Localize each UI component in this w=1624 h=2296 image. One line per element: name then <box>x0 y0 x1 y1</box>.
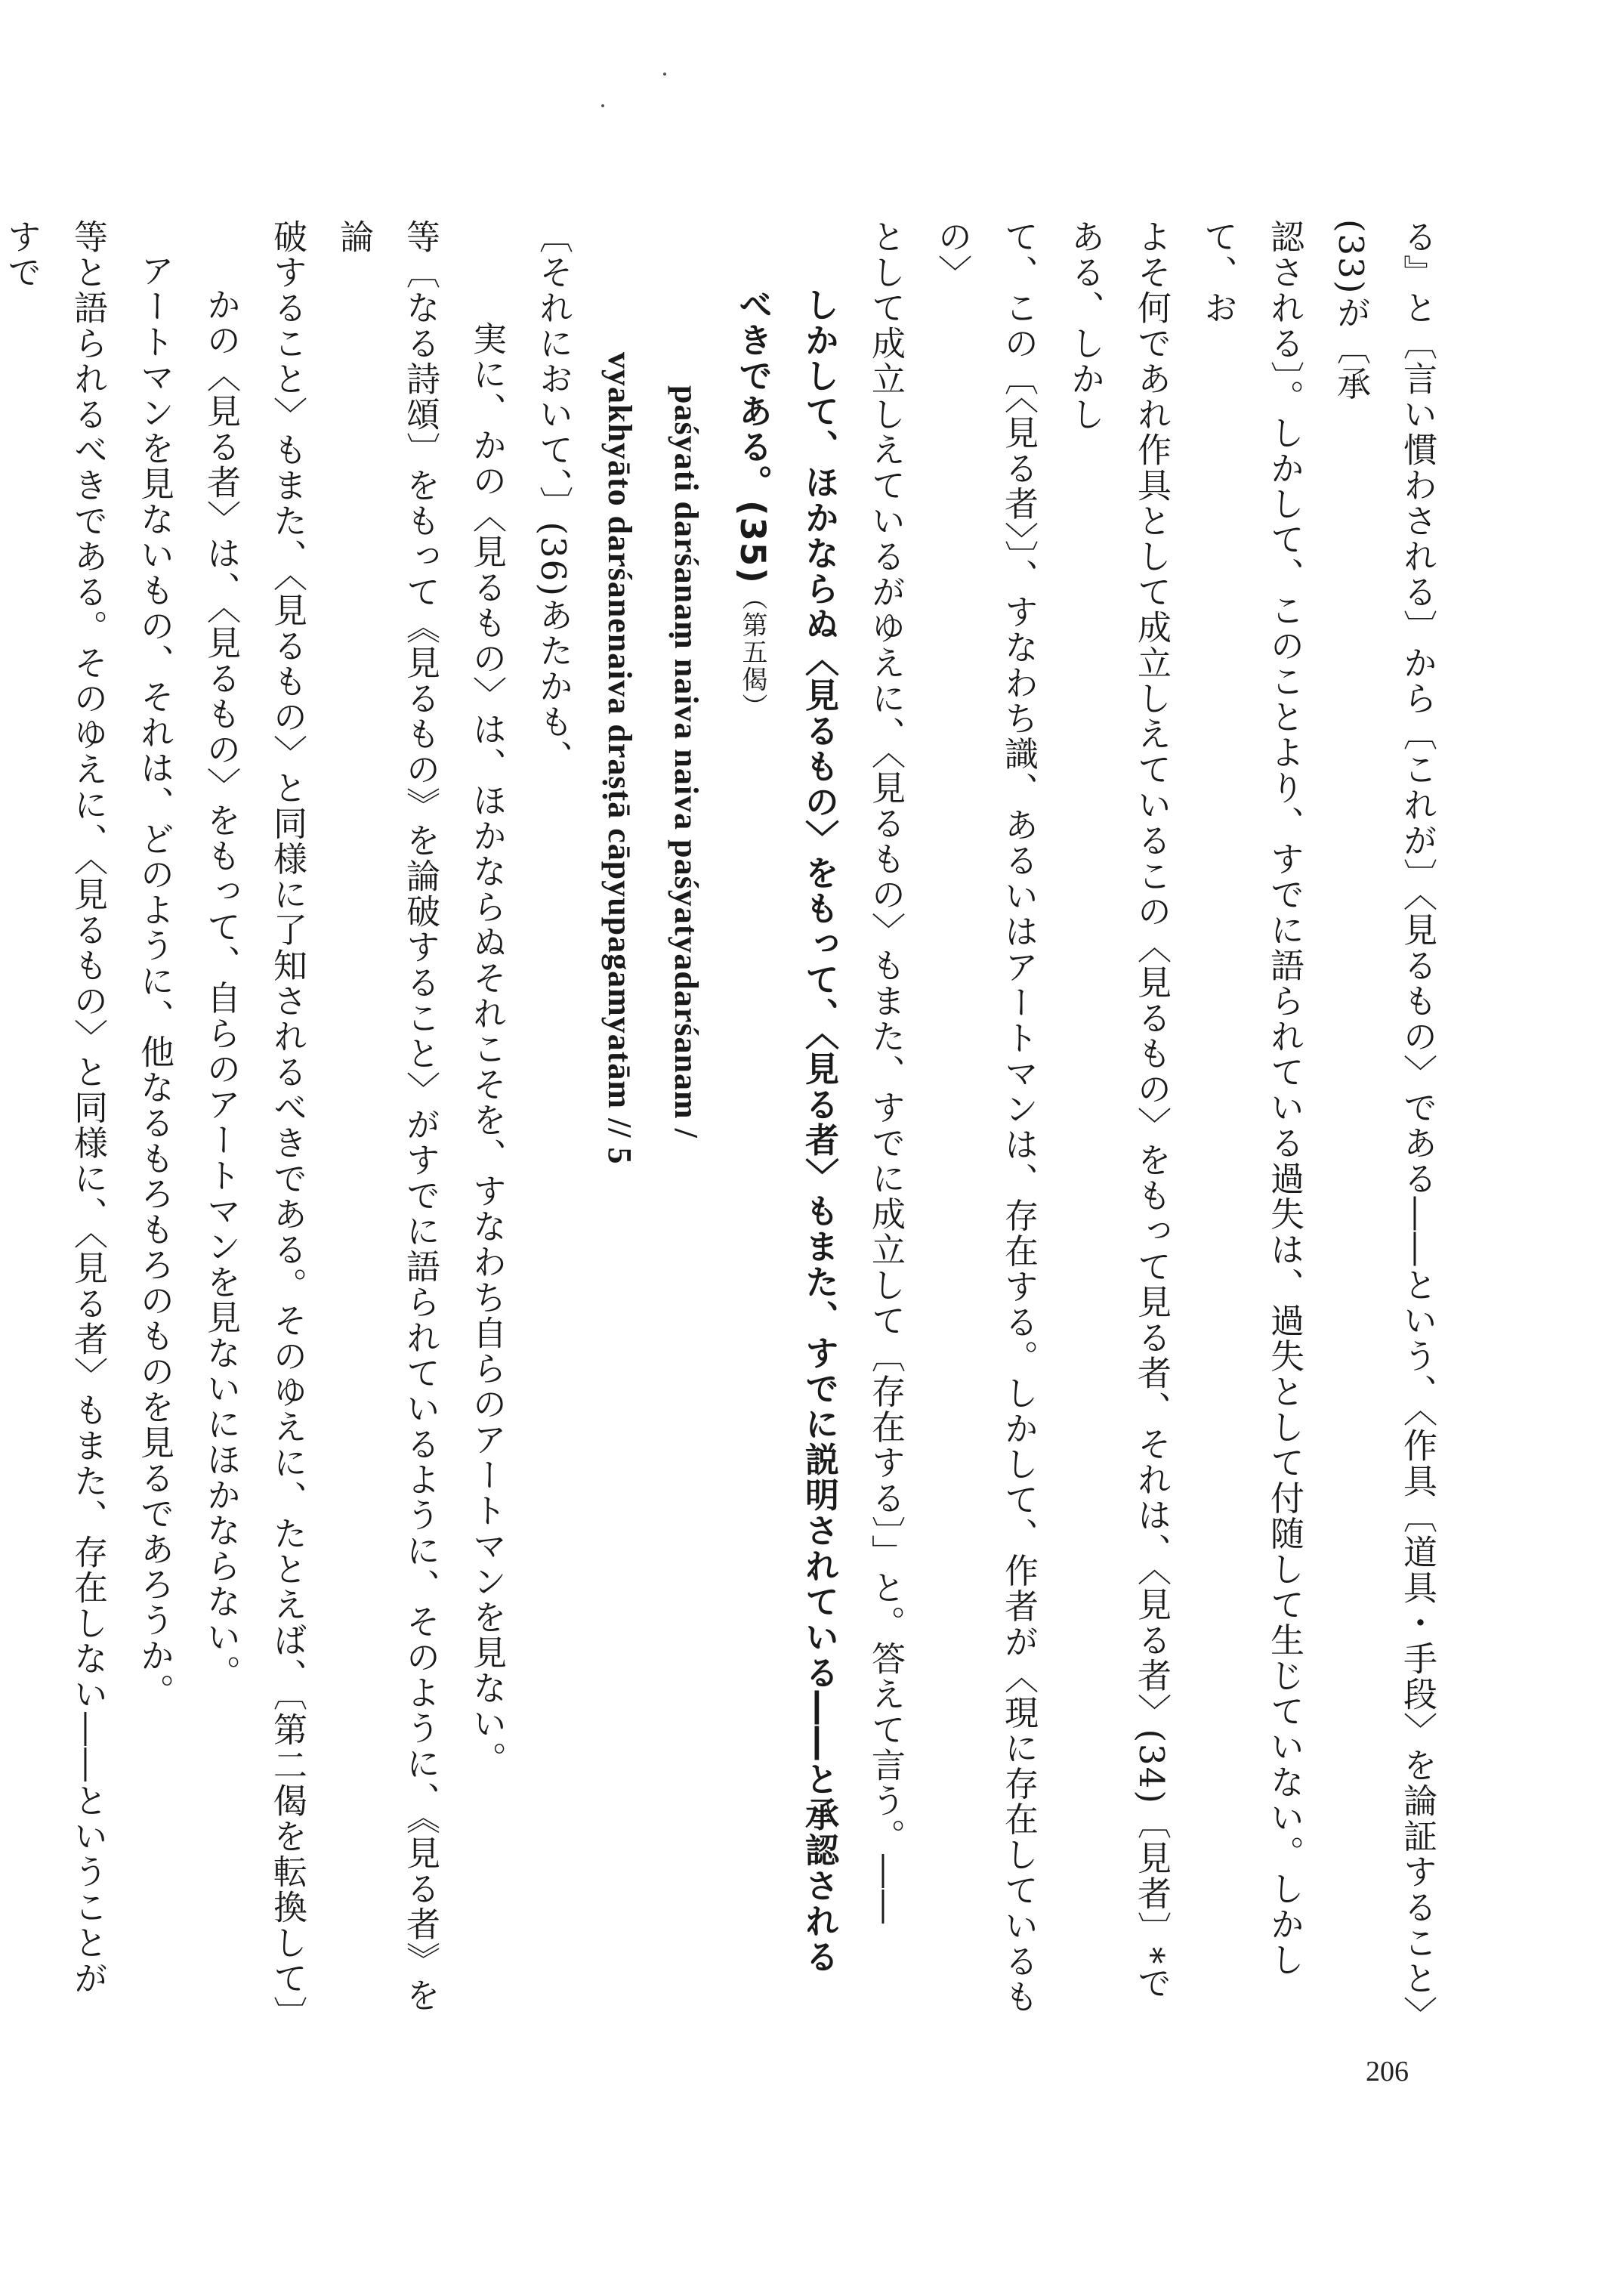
text-column: として成立しえているがゆえに、〈見るもの〉もまた、すでに成立して〔存在する〕」と。答えて言う。―― <box>866 219 906 1925</box>
quoted-verse-line: 実に、かの〈見るもの〉は、ほかならぬそれこそを、すなわち自らのアートマンを見ない。 <box>467 321 507 1777</box>
verse-translation-line: しかして、ほかならぬ〈見るもの〉をもって、〈見る者〉もまた、すでに説明されている――と承認される <box>799 287 839 1975</box>
text-column: 認される〕。しかして、このことより、すでに語られている過失は、過失として付随して生じていない。しかして、お <box>1198 219 1304 1978</box>
sanskrit-verse-line: vyakhyāto darśanenaiva draṣṭā cāpyupagamyatām // 5 <box>601 352 638 1165</box>
quoted-verse-line: アートマンを見ないもの、それは、どのように、他なるもろもろのものを見るであろうか。 <box>134 253 174 1709</box>
scan-speck <box>663 73 666 76</box>
text-column: 等〔なる詩頌〕をもって《見るもの》を論破すること〉がすでに語られているように、そのように、《見る者》を論 <box>334 219 440 2013</box>
scan-speck <box>601 104 604 107</box>
text-column: 等と語られるべきである。そのゆえに、〈見るもの〉と同様に、〈見る者〉もまた、存在しない――ということがすで <box>2 219 108 1996</box>
sanskrit-verse-line: paśyati darśanaṃ naiva naiva paśyatyadarśanam / <box>668 385 705 1139</box>
text-column: る』と〔言い慣わされる〕から〔これが〕〈見るもの〉である――という、〈作具〔道具・手段〉を論証すること〉(33)が〔承 <box>1331 219 1437 2015</box>
text-column: 〔それにおいて、〕(36)あたかも、 <box>533 219 573 775</box>
vertical-text-body <box>2 219 1450 2032</box>
verse-translation-line <box>719 219 786 2017</box>
verse-translation-end: べきである。(35) <box>733 287 773 585</box>
page-number: 206 <box>1366 2056 1409 2087</box>
text-column: て、この〔〈見る者〉〕、すなわち識、あるいはアートマンは、存在する。しかして、作者が〈現に存在しているもの〉 <box>932 219 1039 2015</box>
quoted-verse-line: かの〈見る者〉は、〈見るもの〉をもって、自らのアートマンを見ないにほかならない。 <box>201 287 241 1691</box>
verse-number-label: （第五偈） <box>737 584 767 721</box>
text-column: よそ何であれ作具として成立しえているこの〈見るもの〉をもって見る者、それは、〈見る者〉(34)〔見者〕*である、しかし <box>1065 219 1172 2001</box>
text-column: 破すること〉もまた、〈見るもの〉と同様に了知されるべきである。そのゆえに、たとえば、〔第二偈を転換して〕 <box>267 219 307 2032</box>
